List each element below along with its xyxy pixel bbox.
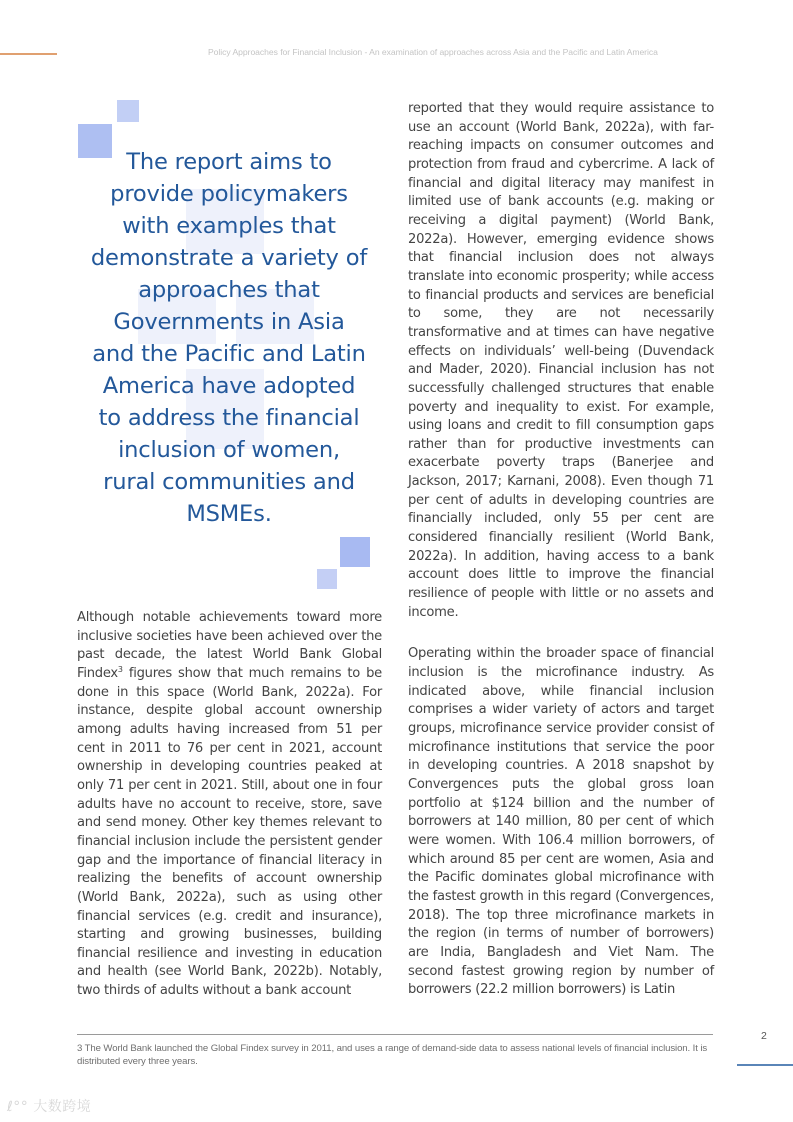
decorative-square bbox=[117, 100, 139, 122]
body-column-right bbox=[408, 100, 714, 1000]
body-column-left bbox=[77, 609, 382, 1001]
pull-quote: The report aims to provide policymakers with examples that demonstrate a variety of approaches that Governments in Asia and the Pacific and Latin America have adopted to address the financial inclusion of women, rural communities and MSMEs. bbox=[90, 149, 368, 527]
page-number: 2 bbox=[761, 1030, 767, 1042]
paragraph-text: figures show that much remains to be done in this space (World Bank, 2022a). For instance, despite global account ownership among adults having increased from 51 per cent in 2011 to 76 per cent in 2021, account ownership in developing countries peaked at only 71 per cent in 2021. Still, about one in four adults have no account to receive, store, save and send money. Other key themes relevant to financial inclusion include the persistent gender gap and the importance of financial literacy in realizing the benefits of account ownership (World Bank, 2022a), such as using other financial services (e.g. credit and insurance), starting and growing businesses, building financial resilience and investing in education and health (see World Bank, 2022b). Notably, two thirds of adults without a bank account bbox=[77, 665, 382, 999]
body-paragraph: Operating within the broader space of financial inclusion is the microfinance industry. As indicated above, while financial inclusion comprises a wider variety of actors and target groups, microfinance service provider consist of microfinance institutions that service the poor in developing countries. A 2018 snapshot by Convergences puts the global gross loan portfolio at $124 billion and the number of borrowers at 140 million, 80 per cent of which were women. With 106.4 million borrowers, of which around 85 per cent are women, Asia and the Pacific dominates global microfinance with the fastest growth in this regard (Convergences, 2018). The top three microfinance markets in the region (in terms of number of borrowers) are India, Bangladesh and Viet Nam. The second fastest growing region by number of borrowers (22.2 million borrowers) is Latin bbox=[408, 646, 714, 998]
decorative-square bbox=[340, 537, 370, 567]
paragraph-text: Although notable achievements toward more inclusive societies have been achieved over the past decade, the latest World Bank Global Findex bbox=[77, 610, 382, 681]
body-paragraph: reported that they would require assistance to use an account (World Bank, 2022a), with far-reaching impacts on consumer outcomes and protection from fraud and cybercrime. A lack of financial and digital literacy may manifest in limited use of bank accounts (e.g. making or receiving a digital payment) (World Bank, 2022a). However, emerging evidence shows that financial inclusion does not always translate into economic prosperity; while access to financial products and services are beneficial to some, they are not necessarily transformative and at times can have negative effects on individuals’ well-being (Duvendack and Mader, 2020). Financial inclusion has not successfully challenged structures that enable poverty and inequality to exist. For example, using loans and credit to fill consumption gaps rather than for productive investments can exacerbate poverty traps (Banerjee and Jackson, 2017; Karnani, 2008). Even though 71 per cent of adults in developing countries are financially included, only 55 per cent are considered financially resilient (World Bank, 2022a). In addition, having access to a bank account does little to improve the financial resilience of people with little or no assets and income. bbox=[408, 101, 714, 620]
footnote: 3 The World Bank launched the Global Findex survey in 2011, and uses a range of demand-side data to assess national levels of financial inclusion. It is distributed every three years. bbox=[77, 1043, 708, 1067]
decorative-square bbox=[317, 569, 337, 589]
footnote-reference[interactable]: 3 bbox=[117, 664, 123, 674]
watermark-logo: ℓ°° 大数跨境 bbox=[7, 1099, 92, 1115]
page-number-accent-rule bbox=[737, 1064, 793, 1066]
footnote-divider bbox=[77, 1034, 713, 1035]
running-header-title: Policy Approaches for Financial Inclusion - An examination of approaches across Asia and the Pacific and Latin America bbox=[208, 47, 658, 57]
body-paragraph bbox=[77, 609, 382, 1001]
header-accent-rule bbox=[0, 53, 57, 55]
